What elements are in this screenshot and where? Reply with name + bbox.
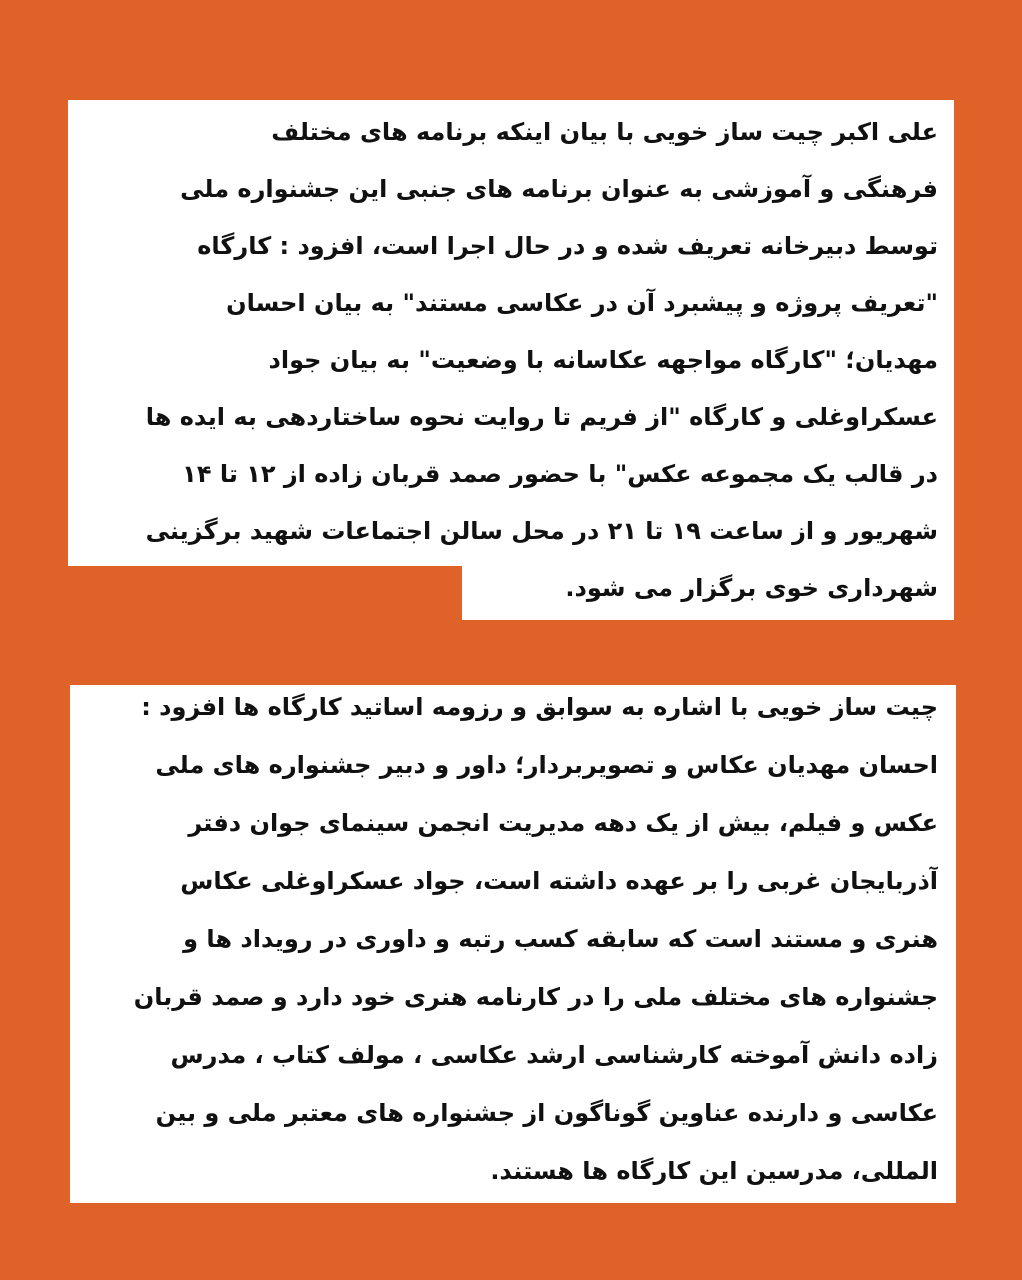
paragraph-1-line: شهرداری خوی برگزار می شود. (565, 574, 938, 602)
paragraph-1-line: در قالب یک مجموعه عکس" با حضور صمد قربان زاده از ۱۲ تا ۱۴ (182, 460, 938, 488)
paragraph-2-line: عکس و فیلم، بیش از یک دهه مدیریت انجمن سینمای جوان دفتر (188, 809, 938, 837)
paragraph-2 (88, 678, 938, 1200)
paragraph-1-line: فرهنگی و آموزشی به عنوان برنامه های جنبی این جشنواره ملی (180, 175, 938, 203)
paragraph-2-line: چیت ساز خویی با اشاره به سوابق و رزومه اساتید کارگاه ها افزود : (141, 693, 938, 721)
paragraph-2-line: زاده دانش آموخته کارشناسی ارشد عکاسی ، مولف کتاب ، مدرس (170, 1041, 938, 1069)
paragraph-1-line: عسکراوغلی و کارگاه "از فریم تا روایت نحوه ساختاردهی به ایده ها (145, 403, 938, 431)
paragraph-1-line: مهدیان؛ "کارگاه مواجهه عکاسانه با وضعیت" به بیان جواد (268, 346, 938, 374)
paragraph-2-line: احسان مهدیان عکاس و تصویربردار؛ داور و دبیر جشنواره های ملی (155, 751, 938, 779)
paragraph-2-line: المللی، مدرسین این کارگاه ها هستند. (490, 1157, 938, 1185)
paragraph-1-line: "تعریف پروژه و پیشبرد آن در عکاسی مستند" به بیان احسان (226, 289, 938, 317)
paragraph-2-line: جشنواره های مختلف ملی را در کارنامه هنری خود دارد و صمد قربان (133, 983, 938, 1011)
paragraph-2-line: آذربایجان غربی را بر عهده داشته است، جواد عسکراوغلی عکاس (180, 867, 938, 895)
paragraph-1-line: شهریور و از ساعت ۱۹ تا ۲۱ در محل سالن اجتماعات شهید برگزینی (145, 517, 938, 545)
paragraph-1-line: علی اکبر چیت ساز خویی با بیان اینکه برنامه های مختلف (271, 118, 938, 146)
paragraph-2-line: عکاسی و دارنده عناوین گوناگون از جشنواره های معتبر ملی و بین (155, 1099, 938, 1127)
paragraph-1-line: توسط دبیرخانه تعریف شده و در حال اجرا است، افزود : کارگاه (197, 232, 938, 260)
paragraph-2-line: هنری و مستند است که سابقه کسب رتبه و داوری در رویداد ها و (183, 925, 938, 953)
paragraph-1 (88, 104, 938, 617)
